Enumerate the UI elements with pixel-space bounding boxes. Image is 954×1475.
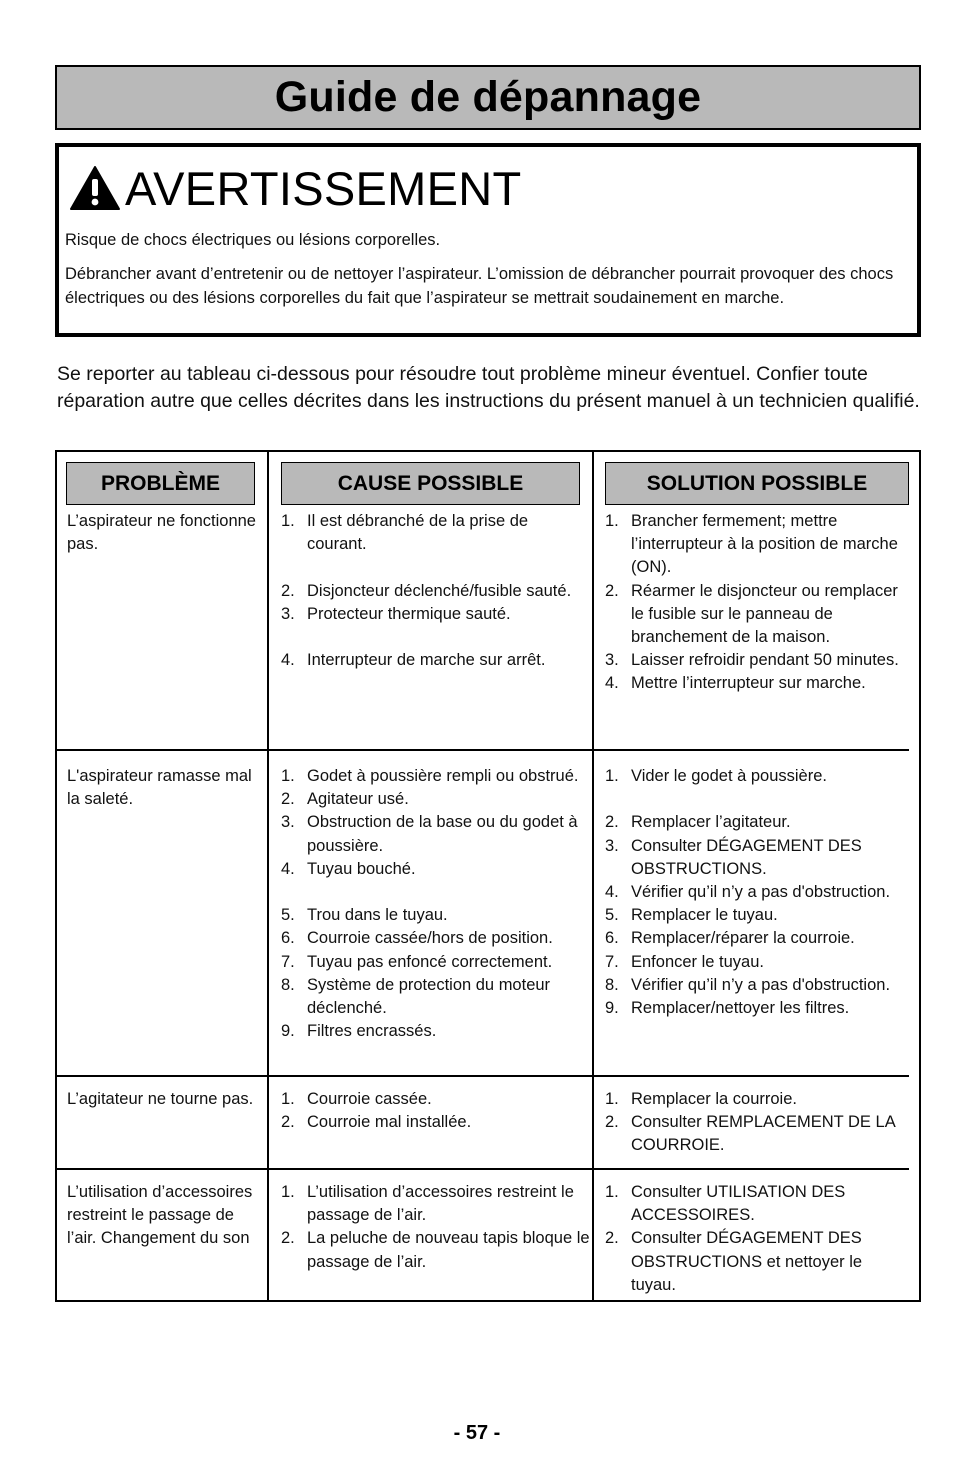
list-item: 5. Remplacer le tuyau. <box>605 906 778 925</box>
list-item: 2. Consulter DÉGAGEMENT DES OBSTRUCTIONS et nettoyer le tuyau. <box>605 1229 863 1294</box>
list-item: 1. Godet à poussière rempli ou obstrué. <box>281 767 579 785</box>
list-item: 7. Enfoncer le tuyau. <box>605 952 764 971</box>
title-banner <box>55 65 921 130</box>
list-item: 4. Interrupteur de marche sur arrêt. <box>281 651 546 670</box>
problem-cell: L’agitateur ne tourne pas. <box>67 1090 254 1108</box>
list-item: 2. Remplacer l’agitateur. <box>605 813 791 832</box>
list-item: 3. Protecteur thermique sauté. <box>281 604 511 623</box>
list-item: 1. Vider le godet à poussière. <box>605 767 827 785</box>
row-divider <box>57 1168 909 1170</box>
list-item: 1. Consulter UTILISATION DES ACCESSOIRES. <box>605 1183 846 1225</box>
cause-list <box>281 510 591 672</box>
list-item: 2. La peluche de nouveau tapis bloque le passage de l’air. <box>281 1229 590 1271</box>
header-cause: CAUSE POSSIBLE <box>281 462 580 505</box>
intro-paragraph: Se reporter au tableau ci-dessous pour résoudre tout problème mineur éventuel. Confier toute réparation autre que celles décrites dans les instructions du présent manuel à un technicien qualifié. <box>57 363 920 412</box>
row-divider <box>57 749 909 751</box>
list-item: 2. Consulter REMPLACEMENT DE LA COURROIE. <box>605 1113 895 1155</box>
list-item: 1. Brancher fermement; mettre l’interrupteur à la position de marche (ON). <box>605 512 898 577</box>
list-item: 2. Courroie mal installée. <box>281 1113 472 1132</box>
header-solution: SOLUTION POSSIBLE <box>605 462 909 505</box>
list-item: 3. Obstruction de la base ou du godet à poussière. <box>281 813 578 855</box>
cause-list <box>281 1181 591 1274</box>
row-divider <box>57 1075 909 1077</box>
list-item: 6. Remplacer/réparer la courroie. <box>605 929 855 948</box>
list-item: 1. L’utilisation d’accessoires restreint le passage de l’air. <box>281 1183 574 1225</box>
list-item: 5. Trou dans le tuyau. <box>281 906 448 925</box>
list-item: 9. Filtres encrassés. <box>281 1022 437 1041</box>
warning-header <box>65 155 909 221</box>
list-item: 2. Disjoncteur déclenché/fusible sauté. <box>281 581 572 600</box>
header-problem: PROBLÈME <box>66 462 255 505</box>
warning-text-2: Débrancher avant d’entretenir ou de nettoyer l’aspirateur. L’omission de débrancher pourrait provoquer des chocs électriques ou des lésions corporelles du fait que l’aspirateur se mettrait soudainement en marche. <box>65 265 894 307</box>
cause-list <box>281 765 591 1043</box>
problem-cell: L’aspirateur ne fonctionne pas. <box>67 512 256 554</box>
list-item: 1. Courroie cassée. <box>281 1090 432 1108</box>
warning-box <box>55 143 921 337</box>
warning-text-1: Risque de chocs électriques ou lésions corporelles. <box>65 231 441 249</box>
solution-list <box>605 765 905 1020</box>
warning-heading: AVERTISSEMENT <box>125 161 522 215</box>
list-item: 8. Système de protection du moteur déclenché. <box>281 975 551 1018</box>
list-item: 9. Remplacer/nettoyer les filtres. <box>605 999 850 1018</box>
solution-list <box>605 1181 905 1297</box>
list-item: 3. Laisser refroidir pendant 50 minutes. <box>605 651 899 670</box>
list-item: 1. Remplacer la courroie. <box>605 1090 797 1108</box>
problem-cell: L’utilisation d’accessoires restreint le passage de l’air. Changement du son <box>67 1183 253 1248</box>
column-divider <box>267 452 269 1300</box>
list-item: 2. Agitateur usé. <box>281 790 409 809</box>
solution-list <box>605 1088 905 1158</box>
list-item: 7. Tuyau pas enfoncé correctement. <box>281 952 553 971</box>
list-item: 4. Tuyau bouché. <box>281 859 416 878</box>
list-item: 1. Il est débranché de la prise de courant. <box>281 512 529 554</box>
troubleshooting-table <box>55 450 921 1302</box>
column-divider <box>592 452 594 1300</box>
list-item: 6. Courroie cassée/hors de position. <box>281 929 553 948</box>
problem-cell: L'aspirateur ramasse mal la saleté. <box>67 767 252 809</box>
list-item: 4. Mettre l’interrupteur sur marche. <box>605 674 866 693</box>
cause-list <box>281 1088 591 1134</box>
list-item: 3. Consulter DÉGAGEMENT DES OBSTRUCTIONS. <box>605 836 862 878</box>
warning-triangle-icon <box>69 165 121 211</box>
list-item: 2. Réarmer le disjoncteur ou remplacer le fusible sur le panneau de branchement de la maison. <box>605 581 898 647</box>
solution-list <box>605 510 905 696</box>
page-number: - 57 - <box>453 1422 501 1444</box>
page-title: Guide de dépannage <box>274 73 702 121</box>
list-item: 4. Vérifier qu’il n’y a pas d'obstruction. <box>605 883 891 901</box>
list-item: 8. Vérifier qu’il n’y a pas d'obstruction. <box>605 975 891 994</box>
